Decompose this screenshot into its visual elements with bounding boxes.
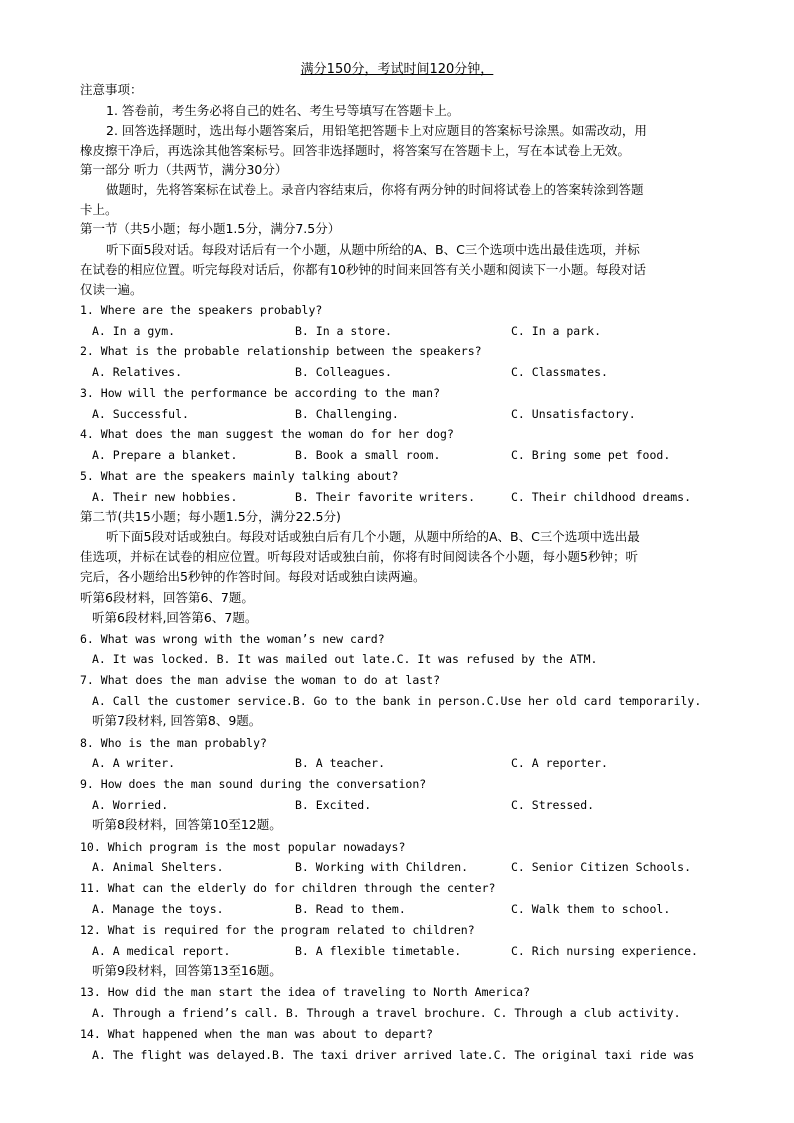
question: 2. What is the probable relationship between the speakers? bbox=[80, 344, 482, 358]
section1-heading: 第一节（共5小题；每小题1.5分，满分7.5分） bbox=[80, 221, 341, 236]
option-c: C. Stressed. bbox=[511, 798, 595, 812]
question: 11. What can the elderly do for children through the center? bbox=[80, 881, 496, 895]
option-b: B. Book a small room. bbox=[295, 448, 441, 462]
option-c: C. In a park. bbox=[511, 324, 602, 338]
option-c: C. Their childhood dreams. bbox=[511, 490, 692, 504]
options-line: A. Through a friend’s call. B. Through a travel brochure. C. Through a club activity. bbox=[92, 1006, 681, 1020]
notice-item: 橡皮擦干净后，再选涂其他答案标号。回答非选择题时，将答案写在答题卡上，写在本试卷上无效。 bbox=[80, 143, 631, 158]
question: 12. What is required for the program related to children? bbox=[80, 923, 475, 937]
option-a: A. Manage the toys. bbox=[92, 902, 224, 916]
option-c: C. Unsatisfactory. bbox=[511, 407, 636, 421]
question: 6. What was wrong with the woman’s new card? bbox=[80, 632, 385, 646]
option-c: C. Classmates. bbox=[511, 365, 608, 379]
option-a: A. In a gym. bbox=[92, 324, 176, 338]
section1-instruction: 仅读一遍。 bbox=[80, 282, 143, 297]
option-a: A. A medical report. bbox=[92, 944, 231, 958]
option-b: B. Excited. bbox=[295, 798, 372, 812]
material-heading: 听第8段材料，回答第10至12题。 bbox=[92, 817, 282, 832]
notice-heading: 注意事项： bbox=[80, 82, 143, 97]
option-b: B. Working with Children. bbox=[295, 860, 469, 874]
question: 9. How does the man sound during the conversation? bbox=[80, 777, 427, 791]
option-b: B. Their favorite writers. bbox=[295, 490, 476, 504]
option-c: C. A reporter. bbox=[511, 756, 608, 770]
section2-heading: 第二节(共15小题；每小题1.5分，满分22.5分) bbox=[80, 509, 341, 524]
question: 1. Where are the speakers probably? bbox=[80, 303, 323, 317]
material-heading: 听第7段材料, 回答第8、9题。 bbox=[92, 713, 262, 728]
option-a: A. A writer. bbox=[92, 756, 176, 770]
option-b: B. A teacher. bbox=[295, 756, 386, 770]
option-b: B. In a store. bbox=[295, 324, 392, 338]
section2-instruction: 佳选项，并标在试卷的相应位置。听每段对话或独白前，你将有时间阅读各个小题，每小题5秒钟；听 bbox=[80, 549, 638, 564]
option-c: C. Bring some pet food. bbox=[511, 448, 671, 462]
option-a: A. Worried. bbox=[92, 798, 169, 812]
material-heading: 听第9段材料，回答第13至16题。 bbox=[92, 963, 282, 978]
section2-instruction: 听下面5段对话或独白。每段对话或独白后有几个小题，从题中所给的A、B、C三个选项中选出最 bbox=[106, 529, 640, 544]
option-a: A. Relatives. bbox=[92, 365, 183, 379]
page-title: 满分150分，考试时间120分钟， bbox=[300, 62, 494, 77]
part1-instruction: 卡上。 bbox=[80, 202, 118, 217]
question: 10. Which program is the most popular nowadays? bbox=[80, 840, 406, 854]
option-a: A. Animal Shelters. bbox=[92, 860, 224, 874]
option-a: A. Their new hobbies. bbox=[92, 490, 238, 504]
question: 7. What does the man advise the woman to do at last? bbox=[80, 673, 441, 687]
section1-instruction: 听下面5段对话。每段对话后有一个小题，从题中所给的A、B、C三个选项中选出最佳选项，并标 bbox=[106, 242, 640, 257]
option-c: C. Senior Citizen Schools. bbox=[511, 860, 692, 874]
option-b: B. A flexible timetable. bbox=[295, 944, 462, 958]
question: 8. Who is the man probably? bbox=[80, 736, 267, 750]
part1-instruction: 做题时，先将答案标在试卷上。录音内容结束后，你将有两分钟的时间将试卷上的答案转涂到答题 bbox=[106, 182, 644, 197]
section1-instruction: 在试卷的相应位置。听完每段对话后，你都有10秒钟的时间来回答有关小题和阅读下一小题。每段对话 bbox=[80, 262, 646, 277]
option-a: A. Successful. bbox=[92, 407, 189, 421]
option-b: B. Challenging. bbox=[295, 407, 399, 421]
notice-item: 2. 回答选择题时，选出每小题答案后，用铅笔把答题卡上对应题目的答案标号涂黑。如需改动，用 bbox=[106, 123, 647, 138]
question: 3. How will the performance be according to the man? bbox=[80, 386, 441, 400]
material-heading: 听第6段材料,回答第6、7题。 bbox=[92, 610, 258, 625]
question: 5. What are the speakers mainly talking about? bbox=[80, 469, 399, 483]
question: 13. How did the man start the idea of traveling to North America? bbox=[80, 985, 531, 999]
option-c: C. Rich nursing experience. bbox=[511, 944, 698, 958]
section2-instruction: 完后，各小题给出5秒钟的作答时间。每段对话或独白读两遍。 bbox=[80, 569, 426, 584]
material-heading: 听第6段材料，回答第6、7题。 bbox=[80, 590, 254, 605]
notice-item: 1. 答卷前，考生务必将自己的姓名、考生号等填写在答题卡上。 bbox=[106, 103, 460, 118]
options-line: A. It was locked. B. It was mailed out late.C. It was refused by the ATM. bbox=[92, 652, 598, 666]
option-b: B. Colleagues. bbox=[295, 365, 392, 379]
option-b: B. Read to them. bbox=[295, 902, 406, 916]
option-c: C. Walk them to school. bbox=[511, 902, 671, 916]
options-line: A. The flight was delayed.B. The taxi driver arrived late.C. The original taxi ride was bbox=[92, 1048, 695, 1062]
part1-heading: 第一部分 听力（共两节，满分30分） bbox=[80, 162, 288, 177]
option-a: A. Prepare a blanket. bbox=[92, 448, 238, 462]
question: 4. What does the man suggest the woman do for her dog? bbox=[80, 427, 454, 441]
question: 14. What happened when the man was about to depart? bbox=[80, 1027, 434, 1041]
options-line: A. Call the customer service.B. Go to the bank in person.C.Use her old card temporarily. bbox=[92, 694, 702, 708]
